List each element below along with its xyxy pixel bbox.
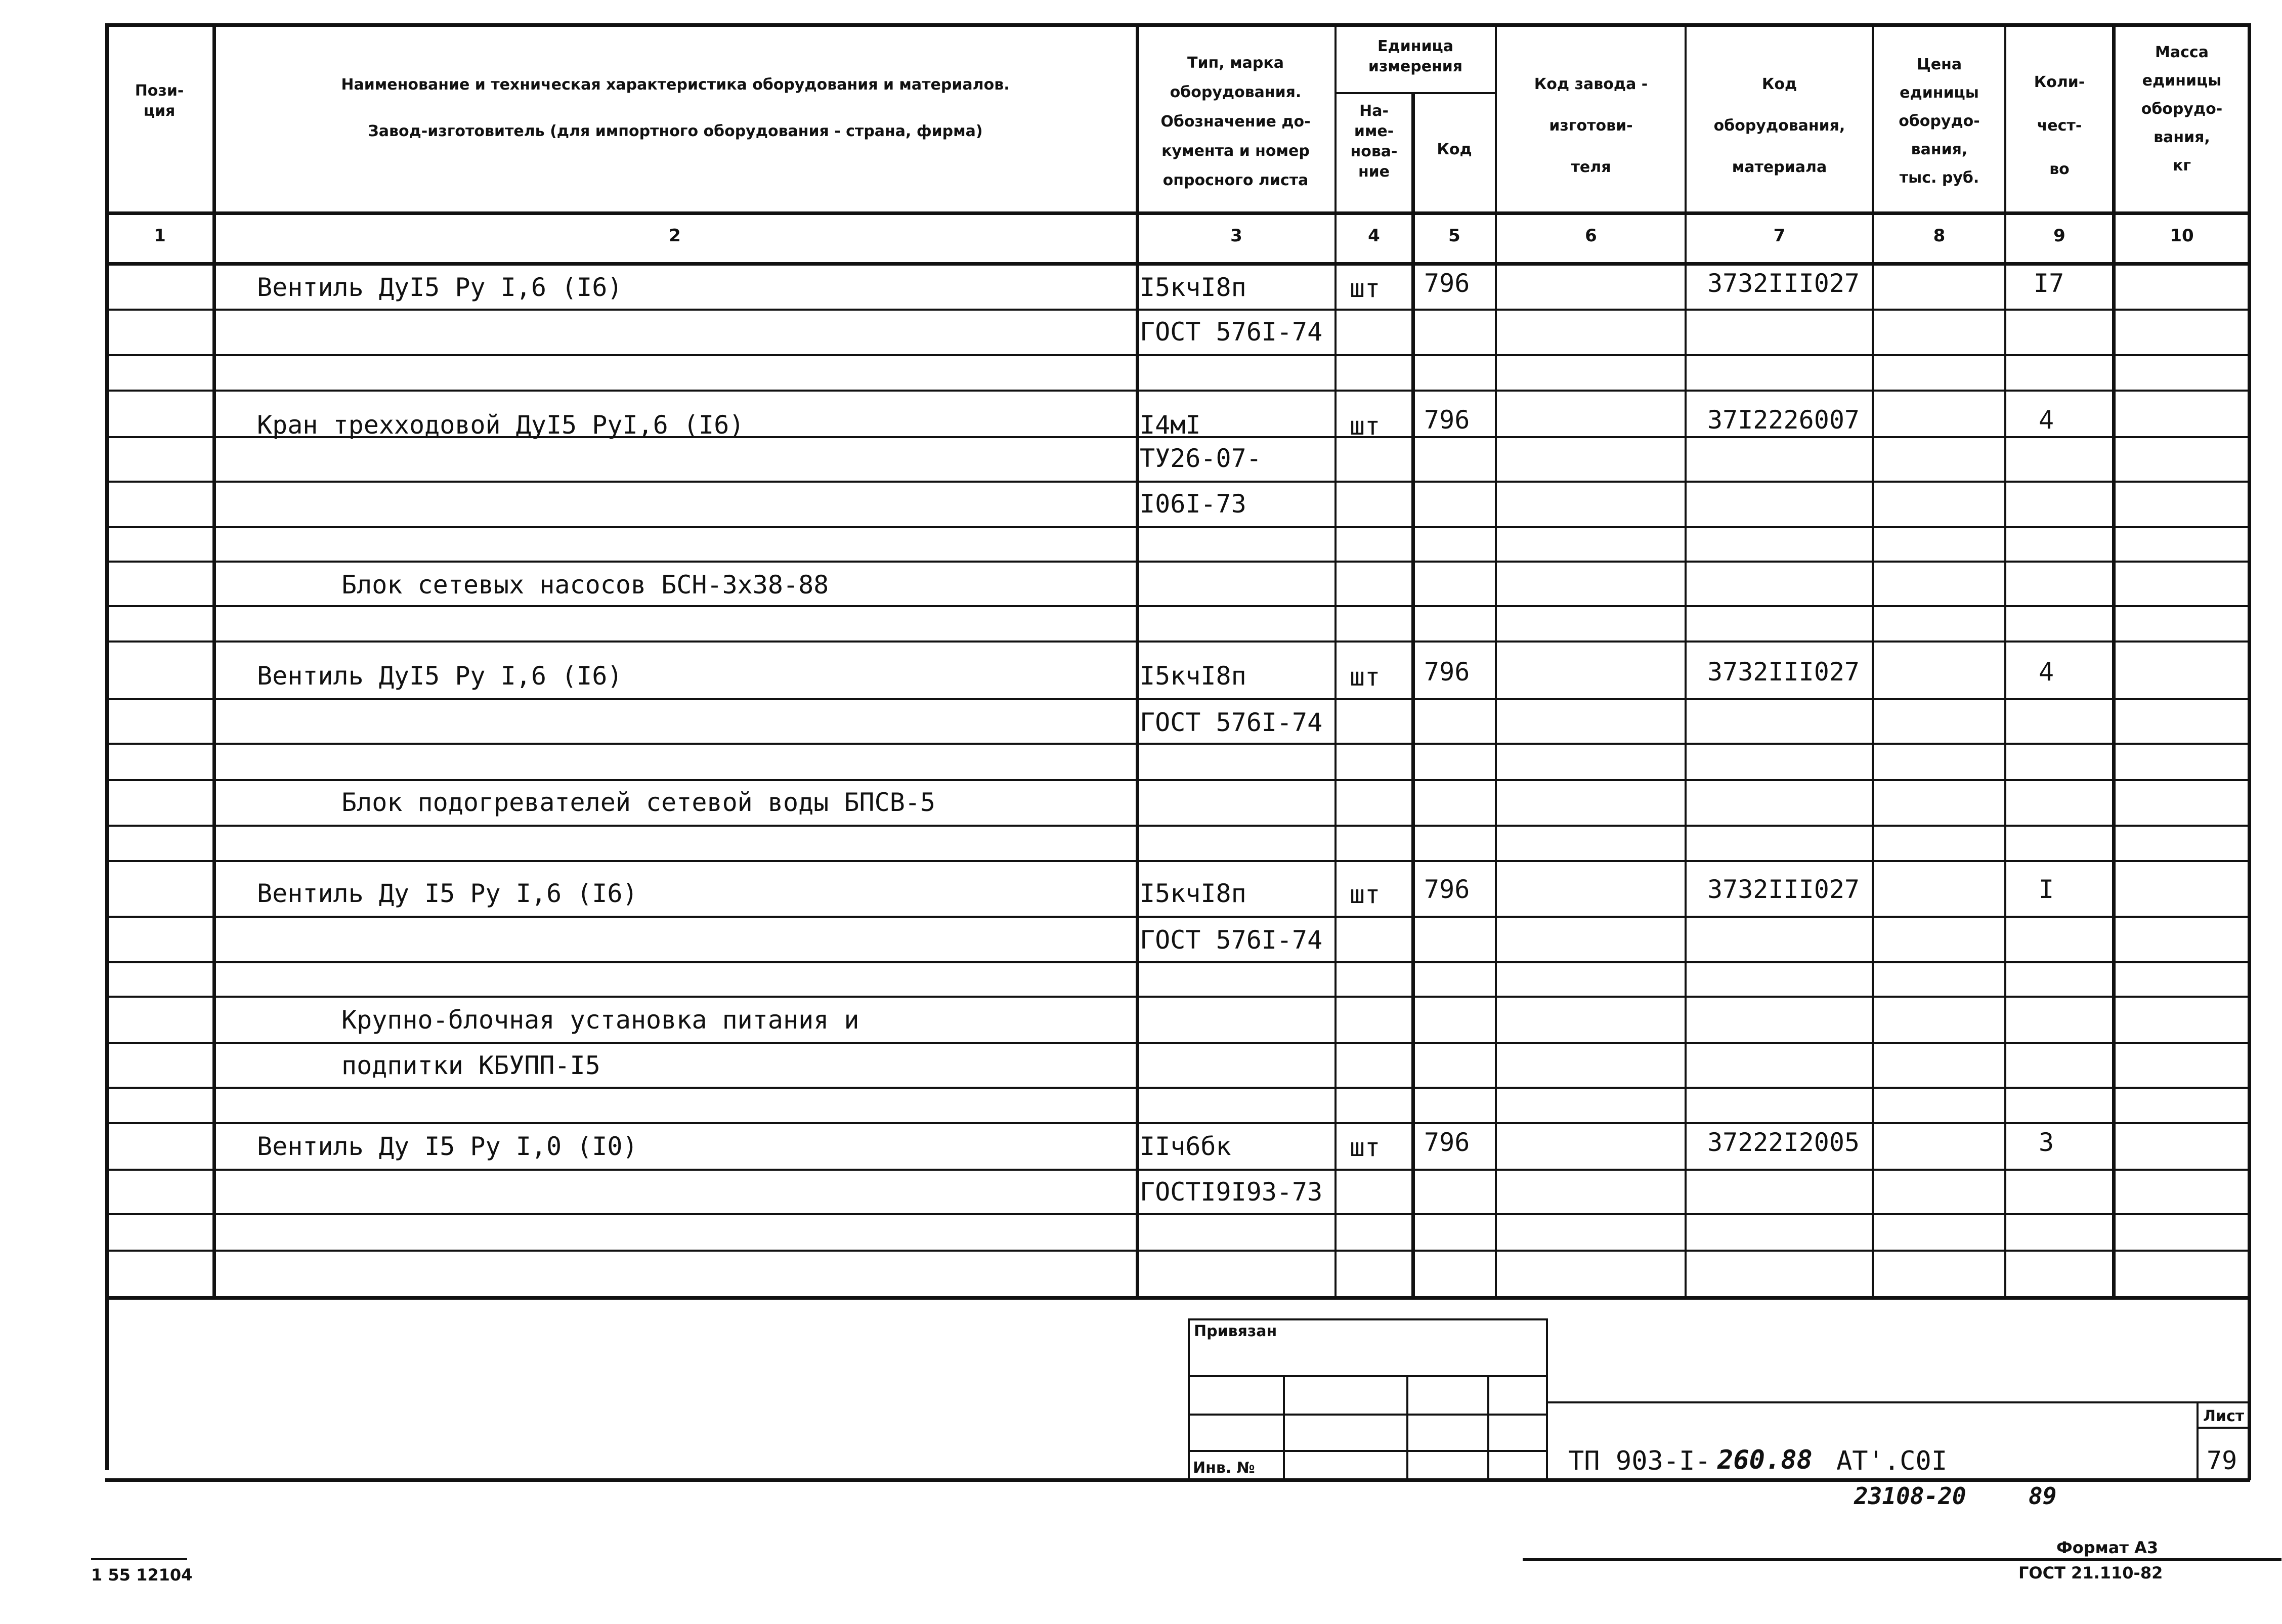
stamp-line-a bbox=[1189, 1375, 1548, 1377]
row5-eqcode: 37222I2005 bbox=[1707, 1128, 1860, 1157]
colnum-10: 10 bbox=[2170, 226, 2194, 246]
colnum-7: 7 bbox=[1773, 226, 1786, 246]
gost-label: ГОСТ 21.110-82 bbox=[2018, 1563, 2163, 1583]
doc-code-suffix: АТ'.С0I bbox=[1836, 1446, 1948, 1476]
doc-code-number: 260.88 bbox=[1717, 1445, 1813, 1475]
row2-tu: ТУ26-07- bbox=[1140, 444, 1262, 473]
row-rule bbox=[105, 779, 2250, 781]
stamp-v3 bbox=[1487, 1375, 1489, 1478]
stamp-v1 bbox=[1283, 1375, 1285, 1478]
colnum-1: 1 bbox=[154, 226, 166, 246]
row1-name: Вентиль ДуI5 Ру I,6 (I6) bbox=[257, 273, 623, 302]
row-rule bbox=[105, 605, 2250, 607]
row4-gost: ГОСТ 576I-74 bbox=[1140, 925, 1323, 955]
header-unit-group: Единица измерения bbox=[1368, 37, 1463, 75]
row5-unit: шт bbox=[1350, 1133, 1381, 1162]
row1-type: I5кчI8п bbox=[1140, 273, 1246, 302]
section3-title-line1: Крупно-блочная установка питания и bbox=[341, 1005, 859, 1035]
header-position: Пози- ция bbox=[135, 82, 184, 120]
colnum-8: 8 bbox=[1933, 226, 1946, 246]
row-rule bbox=[105, 390, 2250, 392]
col-border-3 bbox=[1334, 23, 1337, 1298]
header-mass: Масса единицы оборудо- вания, кг bbox=[2141, 44, 2223, 175]
row3-unit: шт bbox=[1350, 662, 1381, 692]
header-price: Цена единицы оборудо- вания, тыс. руб. bbox=[1899, 56, 1980, 187]
row2-name: Кран трехходовой ДуI5 РуI,6 (I6) bbox=[257, 410, 745, 440]
row4-eqcode: 3732III027 bbox=[1707, 875, 1860, 904]
row-rule bbox=[105, 640, 2250, 643]
header-equipment-code: Код оборудования, материала bbox=[1713, 75, 1845, 176]
row1-qty: I7 bbox=[2034, 269, 2064, 298]
left-code-rule bbox=[91, 1558, 187, 1560]
doc-code-prefix: ТП 903-I- bbox=[1568, 1446, 1711, 1476]
stamp-line-b bbox=[1189, 1414, 1548, 1416]
row-rule bbox=[105, 698, 2250, 700]
inv-no-label: Инв. № bbox=[1193, 1459, 1255, 1477]
row-rule bbox=[105, 916, 2250, 918]
col-border-8 bbox=[2004, 23, 2006, 1298]
row1-eqcode: 3732III027 bbox=[1707, 269, 1860, 298]
row4-qty: I bbox=[2039, 875, 2054, 904]
col-border-5 bbox=[1495, 23, 1497, 1298]
header-unit-code: Код bbox=[1437, 141, 1472, 158]
row3-code: 796 bbox=[1424, 657, 1470, 687]
stamp-top bbox=[1189, 1318, 1548, 1320]
colnum-3: 3 bbox=[1230, 226, 1242, 246]
header-bottom-border bbox=[105, 211, 2250, 215]
col-border-right bbox=[2248, 23, 2251, 1480]
col-border-2 bbox=[1136, 23, 1139, 1298]
row-rule bbox=[105, 825, 2250, 827]
archive-year: 89 bbox=[2029, 1482, 2057, 1510]
row3-qty: 4 bbox=[2039, 657, 2054, 687]
bottom-rule bbox=[1523, 1558, 2281, 1561]
row4-name: Вентиль Ду I5 Ру I,6 (I6) bbox=[257, 879, 638, 908]
table-top-border bbox=[105, 23, 2250, 27]
row-rule bbox=[105, 481, 2250, 483]
colnum-9: 9 bbox=[2053, 226, 2065, 246]
col-border-6 bbox=[1685, 23, 1687, 1298]
title-block-bottom bbox=[105, 1478, 2250, 1482]
row-rule bbox=[105, 1042, 2250, 1044]
row-rule bbox=[105, 1122, 2250, 1124]
row-rule bbox=[105, 860, 2250, 862]
sheet-box-left bbox=[2197, 1401, 2199, 1480]
left-code: 1 55 12104 bbox=[91, 1565, 193, 1585]
row-rule bbox=[105, 354, 2250, 356]
header-name-line1: Наименование и техническая характеристика оборудования и материалов. bbox=[341, 76, 1010, 94]
col-border-7 bbox=[1872, 23, 1874, 1298]
row2-tu-number: I06I-73 bbox=[1140, 489, 1246, 519]
row4-code: 796 bbox=[1424, 875, 1470, 904]
row-rule bbox=[105, 526, 2250, 528]
header-type: Тип, марка оборудования. Обозначение до- кумента и номер опросного листа bbox=[1160, 54, 1311, 189]
row1-unit: шт bbox=[1350, 274, 1381, 303]
row3-name: Вентиль ДуI5 Ру I,6 (I6) bbox=[257, 661, 623, 691]
row-rule bbox=[105, 1087, 2250, 1089]
header-quantity: Коли- чест- во bbox=[2034, 73, 2085, 178]
privyazan-label: Привязан bbox=[1194, 1322, 1277, 1340]
table-bottom-border bbox=[105, 1296, 2250, 1300]
section3-title-line2: подпитки КБУПП-I5 bbox=[341, 1051, 600, 1080]
col-border-1 bbox=[212, 23, 216, 1298]
row-rule bbox=[105, 561, 2250, 563]
row2-type: I4мI bbox=[1140, 410, 1201, 440]
colnum-5: 5 bbox=[1448, 226, 1460, 246]
row2-unit: шт bbox=[1350, 411, 1381, 441]
sheet-divider bbox=[2198, 1427, 2249, 1429]
row2-code: 796 bbox=[1424, 405, 1470, 435]
row-rule bbox=[105, 961, 2250, 963]
row3-eqcode: 3732III027 bbox=[1707, 657, 1860, 687]
colnum-bottom-border bbox=[105, 262, 2250, 266]
row-rule bbox=[105, 996, 2250, 998]
unit-group-divider bbox=[1336, 92, 1495, 94]
row-rule bbox=[105, 1213, 2250, 1215]
stamp-line-c bbox=[1189, 1450, 1548, 1452]
row5-qty: 3 bbox=[2039, 1128, 2054, 1157]
col-border-4 bbox=[1411, 92, 1415, 1298]
row-rule bbox=[105, 1250, 2250, 1252]
colnum-2: 2 bbox=[669, 226, 681, 246]
row1-code: 796 bbox=[1424, 269, 1470, 298]
col-border-9 bbox=[2112, 23, 2116, 1298]
row4-type: I5кчI8п bbox=[1140, 879, 1246, 908]
title-block-top bbox=[1548, 1401, 2249, 1403]
header-factory-code: Код завода - изготови- теля bbox=[1534, 75, 1648, 176]
colnum-6: 6 bbox=[1585, 226, 1597, 246]
row2-eqcode: 37I2226007 bbox=[1707, 405, 1860, 435]
header-name-line2: Завод-изготовитель (для импортного оборудования - страна, фирма) bbox=[368, 122, 983, 140]
sheet-label: Лист bbox=[2203, 1407, 2245, 1425]
sheet-number: 79 bbox=[2207, 1446, 2237, 1475]
section1-title: Блок сетевых насосов БСН-3х38-88 bbox=[341, 570, 829, 600]
colnum-4: 4 bbox=[1368, 226, 1380, 246]
section2-title: Блок подогревателей сетевой воды БПСВ-5 bbox=[341, 788, 935, 817]
stamp-v2 bbox=[1406, 1375, 1408, 1478]
row5-name: Вентиль Ду I5 Ру I,0 (I0) bbox=[257, 1132, 638, 1161]
row5-type: IIч6бк bbox=[1140, 1132, 1231, 1161]
row-rule bbox=[105, 1169, 2250, 1171]
row3-gost: ГОСТ 576I-74 bbox=[1140, 708, 1323, 737]
format-label: Формат А3 bbox=[2056, 1538, 2159, 1557]
row5-gost: ГОСТI9I93-73 bbox=[1140, 1177, 1323, 1207]
row5-code: 796 bbox=[1424, 1128, 1470, 1157]
header-unit-name: На- име- нова- ние bbox=[1350, 102, 1398, 181]
archive-number: 23108-20 bbox=[1854, 1482, 1966, 1510]
stamp-right bbox=[1546, 1318, 1548, 1480]
row1-gost: ГОСТ 576I-74 bbox=[1140, 317, 1323, 347]
row4-unit: шт bbox=[1350, 880, 1381, 909]
row3-type: I5кчI8п bbox=[1140, 661, 1246, 691]
row-rule bbox=[105, 309, 2250, 311]
row2-qty: 4 bbox=[2039, 405, 2054, 435]
row-rule bbox=[105, 743, 2250, 745]
stamp-left bbox=[1188, 1318, 1190, 1480]
